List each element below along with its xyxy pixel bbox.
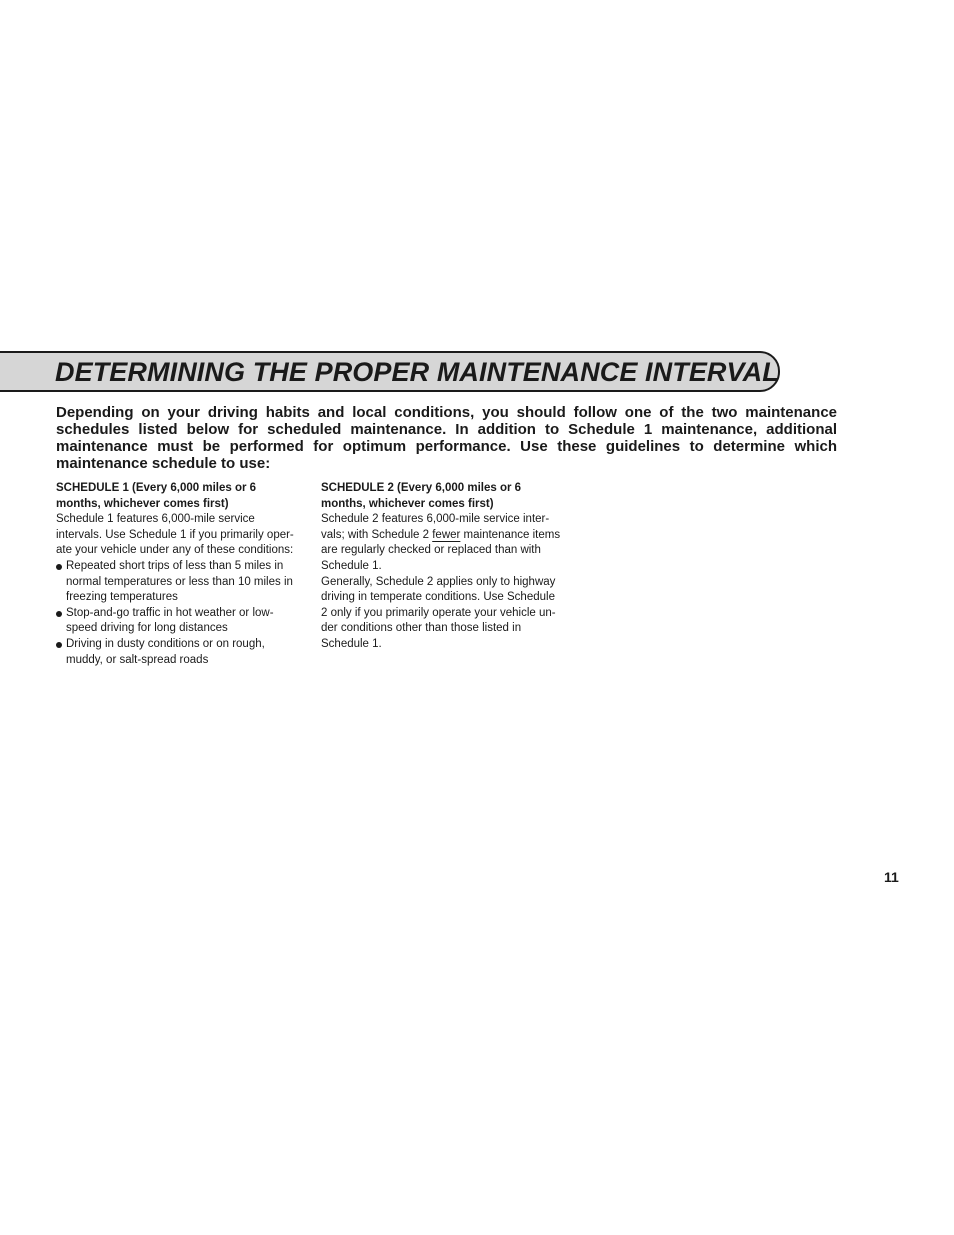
schedule-1-heading-line-1: SCHEDULE 1 (Every 6,000 miles or 6 xyxy=(56,482,257,494)
schedule-2-description xyxy=(321,512,576,574)
schedule-1-column xyxy=(56,481,306,668)
schedule-1-text-line: intervals. Use Schedule 1 if you primarily oper- xyxy=(56,528,294,541)
page-title: DETERMINING THE PROPER MAINTENANCE INTERVAL xyxy=(55,357,779,387)
schedule-2-text-line: driving in temperate conditions. Use Schedule xyxy=(321,591,555,604)
schedule-1-conditions-list xyxy=(56,559,306,668)
list-item xyxy=(56,606,306,637)
schedule-1-heading xyxy=(56,481,306,512)
bullet-icon xyxy=(56,642,62,648)
schedule-2-usage xyxy=(321,575,576,653)
schedule-2-heading xyxy=(321,481,576,512)
schedule-2-text-line: Schedule 1. xyxy=(321,637,382,650)
schedule-2-text-line: Schedule 1. xyxy=(321,559,382,572)
bullet-icon xyxy=(56,611,62,617)
list-item xyxy=(56,637,306,668)
schedule-2-text-line: are regularly checked or replaced than with xyxy=(321,544,541,557)
page-number: 11 xyxy=(884,869,899,885)
schedule-2-text-line: 2 only if you primarily operate your vehicle un- xyxy=(321,606,556,619)
schedule-2-text-line: maintenance items xyxy=(460,528,561,541)
list-item-text: muddy, or salt-spread roads xyxy=(66,653,209,666)
schedule-2-text-line: Schedule 2 features 6,000-mile service inter- xyxy=(321,513,550,526)
schedule-1-text-line: ate your vehicle under any of these conditions: xyxy=(56,544,294,557)
schedule-1-heading-line-2: months, whichever comes first) xyxy=(56,497,229,510)
schedule-2-heading-line-1: SCHEDULE 2 (Every 6,000 miles or 6 xyxy=(321,482,522,494)
schedule-1-text-line: Schedule 1 features 6,000-mile service xyxy=(56,513,255,526)
list-item-text: normal temperatures or less than 10 miles in xyxy=(66,575,293,588)
list-item-text: speed driving for long distances xyxy=(66,622,228,635)
list-item xyxy=(56,559,306,606)
schedule-2-text-line: der conditions other than those listed in xyxy=(321,622,522,635)
intro-paragraph: Depending on your driving habits and local conditions, you should follow one of the two maintenance schedules listed below for scheduled maintenance. In addition to Schedule 1 maintenance, additional maintenance must be performed for optimum performance. Use these guidelines to determine which maintenance schedule to use: xyxy=(56,404,837,472)
schedule-1-description xyxy=(56,512,306,559)
list-item-text: Repeated short trips of less than 5 miles in xyxy=(66,559,284,572)
list-item-text: Stop-and-go traffic in hot weather or low- xyxy=(66,606,274,619)
schedule-2-text-line: vals; with Schedule 2 xyxy=(321,528,433,541)
schedule-2-text-line: Generally, Schedule 2 applies only to highway xyxy=(321,575,556,588)
emphasis-fewer: fewer xyxy=(432,528,461,541)
schedule-2-heading-line-2: months, whichever comes first) xyxy=(321,497,494,510)
schedule-2-column xyxy=(321,481,576,653)
list-item-text: Driving in dusty conditions or on rough, xyxy=(66,637,265,650)
list-item-text: freezing temperatures xyxy=(66,591,178,604)
bullet-icon xyxy=(56,564,62,570)
